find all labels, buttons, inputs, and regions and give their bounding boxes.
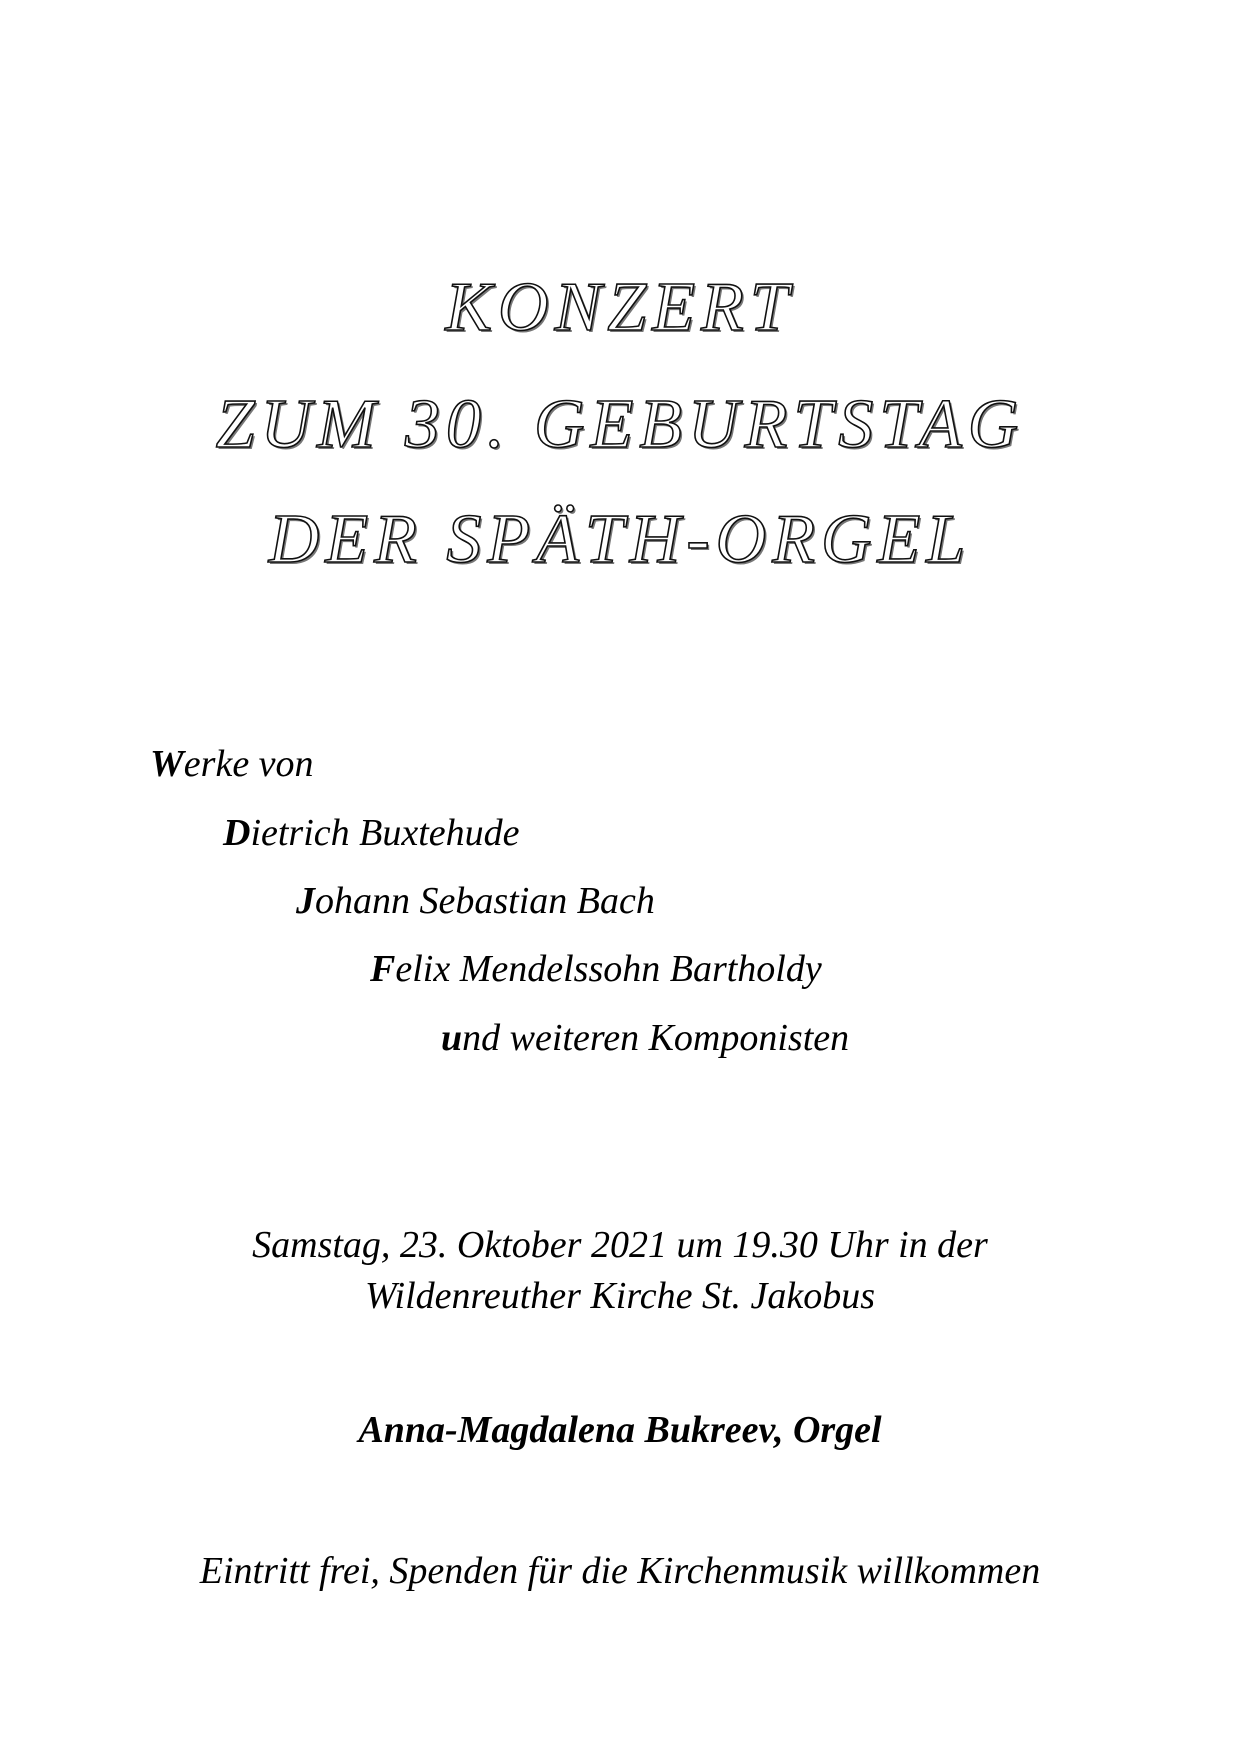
composer-buxtehude	[223, 811, 520, 855]
title-line-concert: KONZERT	[445, 269, 795, 346]
composer-name-rest: ohann Sebastian Bach	[315, 880, 655, 922]
works-text: erke von	[183, 743, 314, 785]
event-location: Wildenreuther Kirche St. Jakobus	[364, 1275, 876, 1317]
composer-name-rest: nd weiteren Komponisten	[462, 1017, 850, 1059]
composer-mendelssohn	[370, 947, 822, 991]
works-initial: W	[150, 743, 184, 785]
performer-credit: Anna-Magdalena Bukreev, Orgel	[358, 1409, 882, 1451]
composer-others	[441, 1016, 849, 1060]
works-intro	[150, 742, 314, 786]
title-line-organ: DER SPÄTH-ORGEL	[268, 501, 972, 578]
composer-name-rest: elix Mendelssohn Bartholdy	[395, 948, 822, 990]
admission-note: Eintritt frei, Spenden für die Kirchenmusik willkommen	[199, 1550, 1041, 1592]
composer-initial: J	[296, 880, 315, 922]
event-date-time: Samstag, 23. Oktober 2021 um 19.30 Uhr in der	[252, 1224, 988, 1266]
composer-name-rest: ietrich Buxtehude	[250, 812, 520, 854]
title-line-birthday: ZUM 30. GEBURTSTAG	[215, 386, 1025, 463]
composer-initial: D	[223, 812, 251, 854]
composer-initial: F	[370, 948, 396, 990]
composer-initial: u	[441, 1017, 463, 1059]
composer-bach	[296, 879, 655, 923]
